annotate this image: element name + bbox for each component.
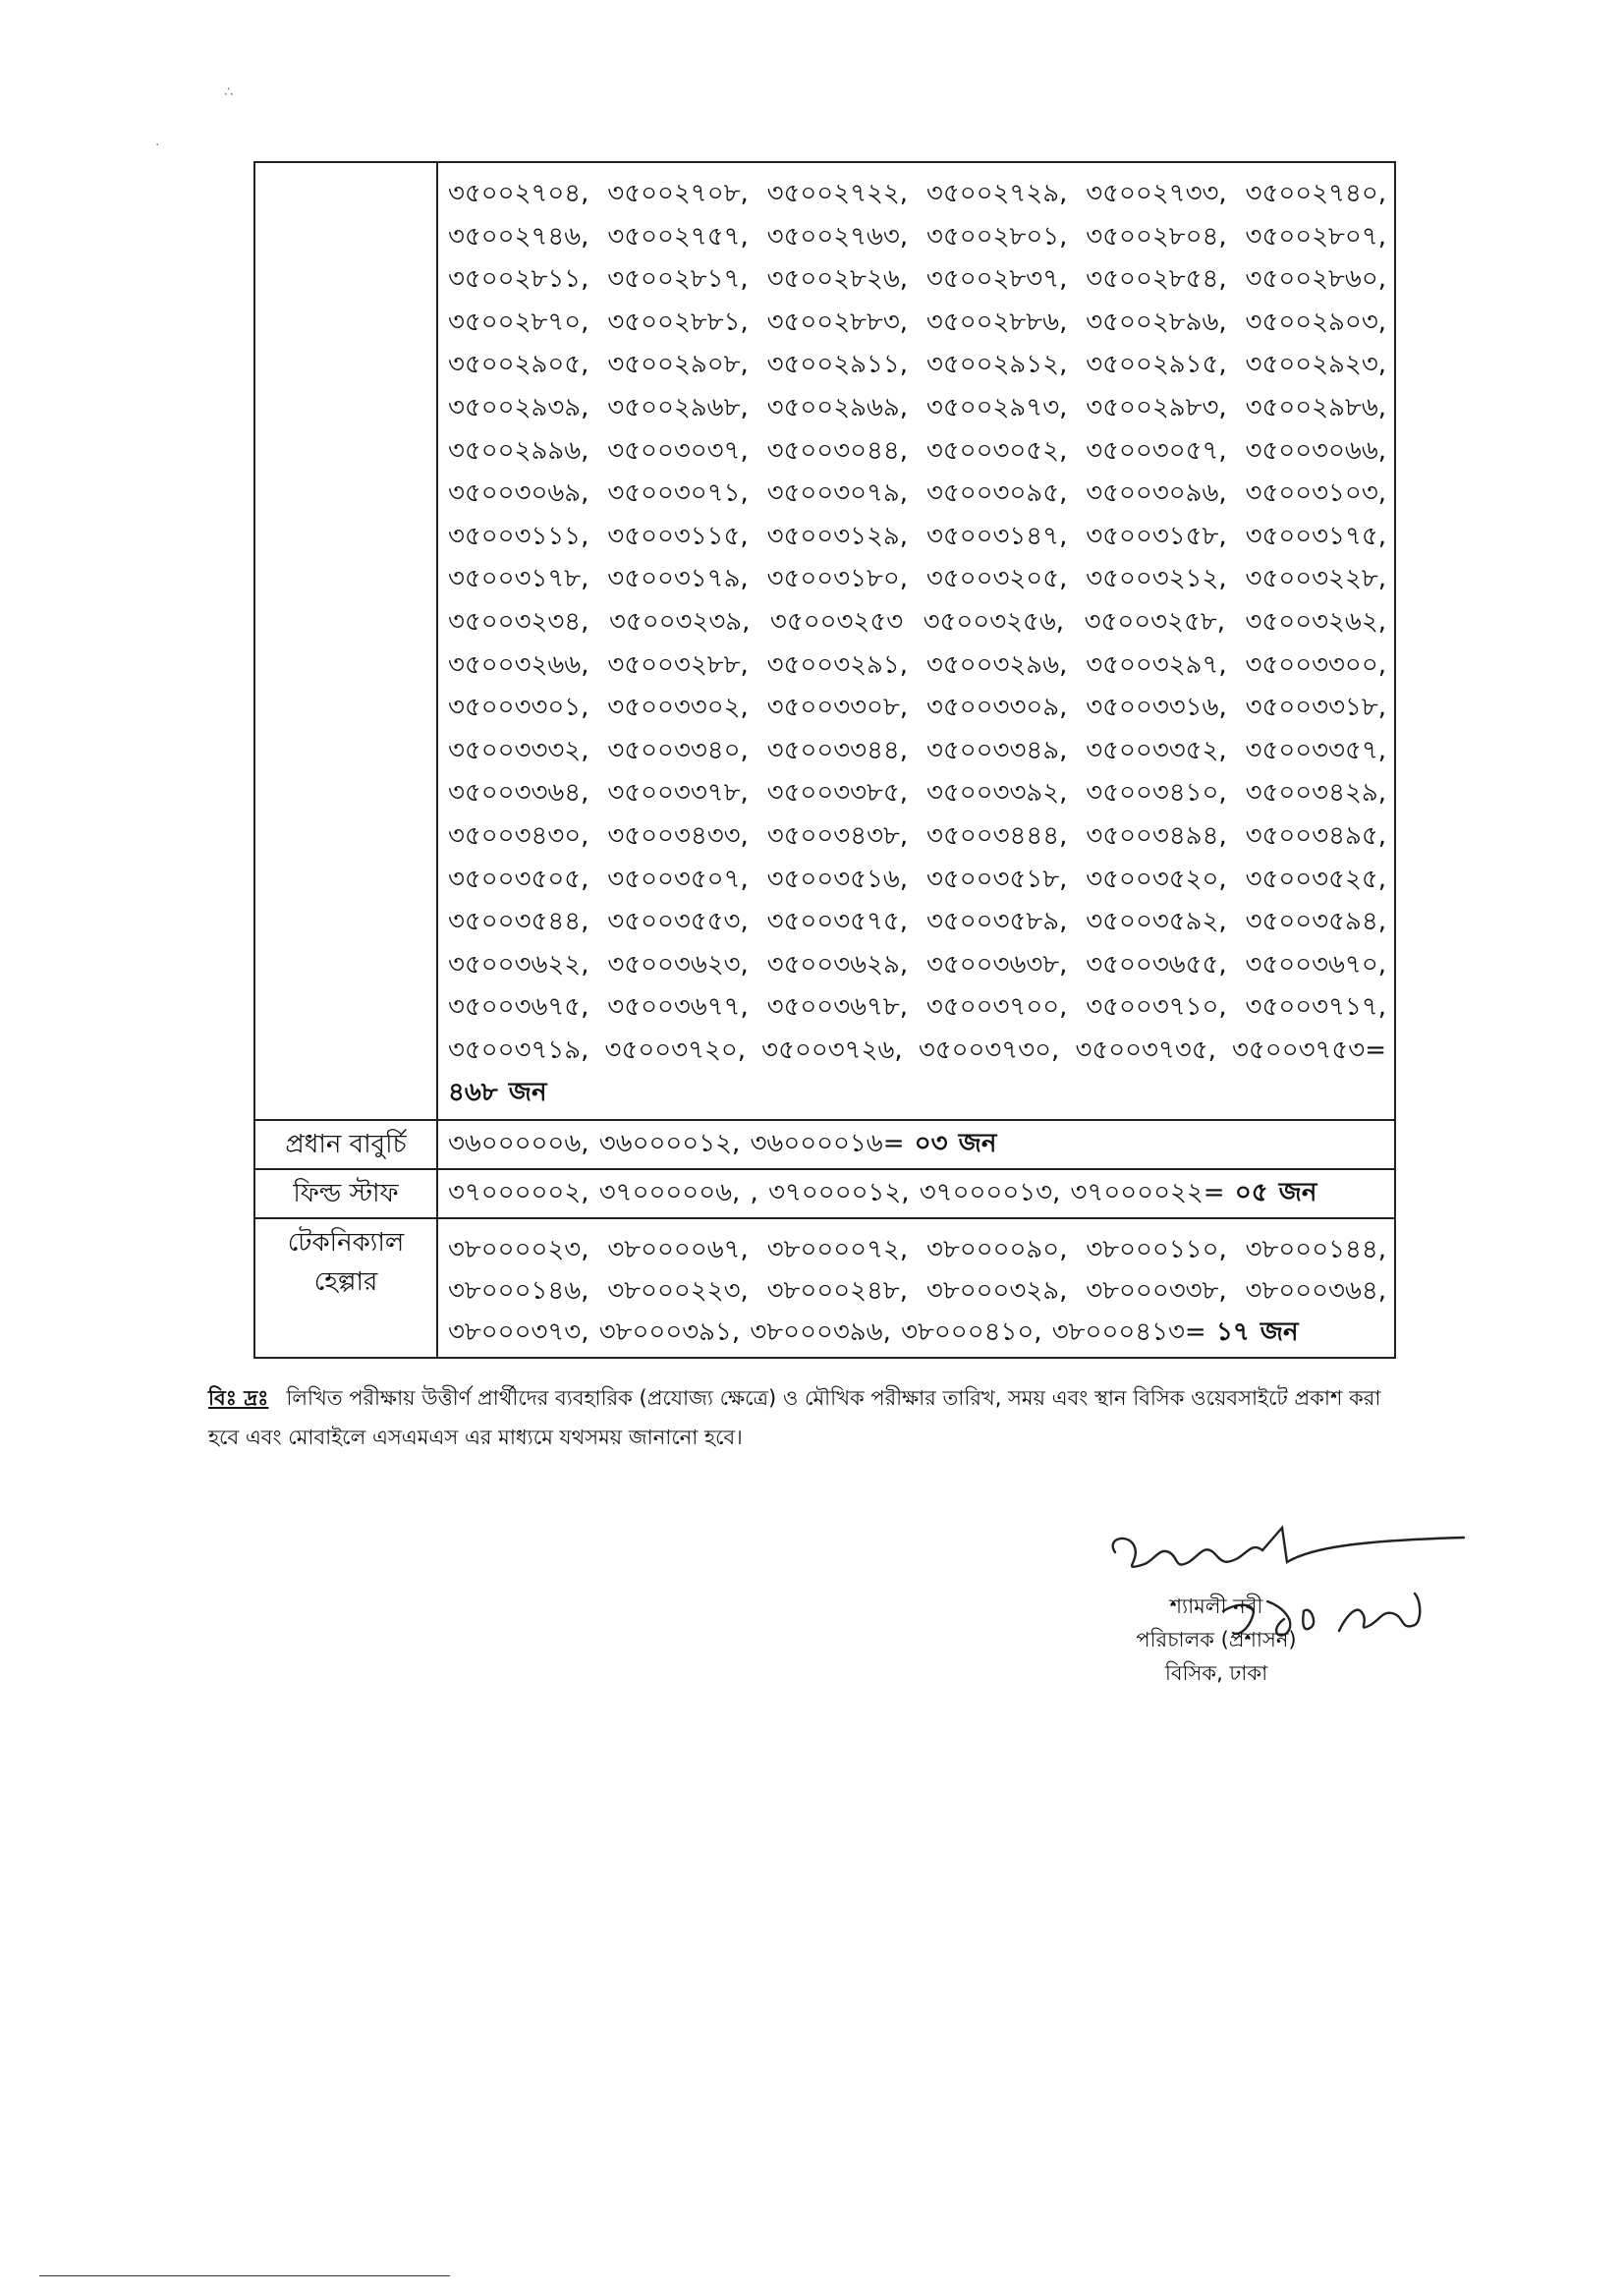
- post-cell: ফিল্ড স্টাফ: [254, 1169, 437, 1218]
- total-count: ০৫ জন: [1234, 1178, 1317, 1208]
- ids-cell: [437, 162, 1395, 1120]
- post-cell: প্রধান বাবুর্চি: [254, 1120, 437, 1169]
- signatory-block: [1108, 1590, 1324, 1690]
- post-cell: [254, 162, 437, 1120]
- signatory-office: বিসিক, ঢাকা: [1164, 1661, 1268, 1685]
- roll-list: ৩৫০০২৭০৪, ৩৫০০২৭০৮, ৩৫০০২৭২২, ৩৫০০২৭২৯, ৩৫০০২৭৩৩, ৩৫০০২৭৪০, ৩৫০০২৭৪৬, ৩৫০০২৭৫৭, ৩৫০০২৭৬৩, ৩৫০০২৮০১, ৩৫০০২৮০৪, ৩৫০০২৮০৭, ৩৫০০২৮১১, ৩৫০০২৮১৭, ৩৫০০২৮২৬, ৩৫০০২৮৩৭, ৩৫০০২৮৫৪, ৩৫০০২৮৬০, ৩৫০০২৮৭০, ৩৫০০২৮৮১, ৩৫০০২৮৮৩, ৩৫০০২৮৮৬, ৩৫০০২৮৯৬, ৩৫০০২৯০৩, ৩৫০০২৯০৫, ৩৫০০২৯০৮, ৩৫০০২৯১১, ৩৫০০২৯১২, ৩৫০০২৯১৫, ৩৫০০২৯২৩, ৩৫০০২৯৩৯, ৩৫০০২৯৬৮, ৩৫০০২৯৬৯, ৩৫০০২৯৭৩, ৩৫০০২৯৮৩, ৩৫০০২৯৮৬, ৩৫০০২৯৯৬, ৩৫০০৩০৩৭, ৩৫০০৩০৪৪, ৩৫০০৩০৫২, ৩৫০০৩০৫৭, ৩৫০০৩০৬৬, ৩৫০০৩০৬৯, ৩৫০০৩০৭১, ৩৫০০৩০৭৯, ৩৫০০৩০৯৫, ৩৫০০৩০৯৬, ৩৫০০৩১০৩, ৩৫০০৩১১১, ৩৫০০৩১১৫, ৩৫০০৩১২৯, ৩৫০০৩১৪৭, ৩৫০০৩১৫৮, ৩৫০০৩১৭৫, ৩৫০০৩১৭৮, ৩৫০০৩১৭৯, ৩৫০০৩১৮০, ৩৫০০৩২০৫, ৩৫০০৩২১২, ৩৫০০৩২২৮, ৩৫০০৩২৩৪, ৩৫০০৩২৩৯, ৩৫০০৩২৫৩ ৩৫০০৩২৫৬, ৩৫০০৩২৫৮, ৩৫০০৩২৬২, ৩৫০০৩২৬৬, ৩৫০০৩২৮৮, ৩৫০০৩২৯১, ৩৫০০৩২৯৬, ৩৫০০৩২৯৭, ৩৫০০৩৩০০, ৩৫০০৩৩০১, ৩৫০০৩৩০২, ৩৫০০৩৩০৮, ৩৫০০৩৩০৯, ৩৫০০৩৩১৬, ৩৫০০৩৩১৮, ৩৫০০৩৩৩২, ৩৫০০৩৩৪০, ৩৫০০৩৩৪৪, ৩৫০০৩৩৪৯, ৩৫০০৩৩৫২, ৩৫০০৩৩৫৭, ৩৫০০৩৩৬৪, ৩৫০০৩৩৭৮, ৩৫০০৩৩৮৫, ৩৫০০৩৩৯২, ৩৫০০৩৪১০, ৩৫০০৩৪২৯, ৩৫০০৩৪৩০, ৩৫০০৩৪৩৩, ৩৫০০৩৪৩৮, ৩৫০০৩৪৪৪, ৩৫০০৩৪৯৪, ৩৫০০৩৪৯৫, ৩৫০০৩৫০৫, ৩৫০০৩৫০৭, ৩৫০০৩৫১৬, ৩৫০০৩৫১৮, ৩৫০০৩৫২০, ৩৫০০৩৫২৫, ৩৫০০৩৫৪৪, ৩৫০০৩৫৫৩, ৩৫০০৩৫৭৫, ৩৫০০৩৫৮৯, ৩৫০০৩৫৯২, ৩৫০০৩৫৯৪, ৩৫০০৩৬২২, ৩৫০০৩৬২৩, ৩৫০০৩৬২৯, ৩৫০০৩৬৩৮, ৩৫০০৩৬৫৫, ৩৫০০৩৬৭০, ৩৫০০৩৬৭৫, ৩৫০০৩৬৭৭, ৩৫০০৩৬৭৮, ৩৫০০৩৭০০, ৩৫০০৩৭১০, ৩৫০০৩৭১৭, ৩৫০০৩৭১৯, ৩৫০০৩৭২০, ৩৫০০৩৭২৬, ৩৫০০৩৭৩০, ৩৫০০৩৭৩৫, ৩৫০০৩৭৫৩=: [448, 179, 1386, 1065]
- note-text: লিখিত পরীক্ষায় উত্তীর্ণ প্রার্থীদের ব্যবহারিক (প্রযোজ্য ক্ষেত্রে) ও মৌখিক পরীক্ষার তারিখ, সময় এবং স্থান বিসিক ওয়েবসাইটে প্রকাশ করা হবে এবং মোবাইলে এসএমএস এর মাধ্যমে যথসময় জানানো হবে।: [208, 1386, 1381, 1449]
- roll-list: ৩৬০০০০০৬, ৩৬০০০০১২, ৩৬০০০০১৬=: [448, 1129, 905, 1159]
- ids-cell: [437, 1169, 1395, 1218]
- signatory-designation: পরিচালক (প্রশাসন): [1136, 1628, 1297, 1652]
- total-count: ১৭ জন: [1215, 1317, 1299, 1348]
- ids-cell: [437, 1120, 1395, 1169]
- results-table: [253, 161, 1396, 1359]
- table-row: [254, 1169, 1395, 1218]
- post-cell: টেকনিক্যাল হেল্পার: [254, 1218, 437, 1358]
- scan-speck: ·: [155, 138, 160, 153]
- scan-speck: ∴: [224, 84, 233, 100]
- footer-rule: [39, 2275, 450, 2276]
- table-row: [254, 1120, 1395, 1169]
- signatory-name: শ্যামলী নবী: [1169, 1595, 1263, 1618]
- total-count: ০৩ জন: [914, 1129, 997, 1159]
- roll-list: ৩৭০০০০০২, ৩৭০০০০০৬, , ৩৭০০০০১২, ৩৭০০০০১৩, ৩৭০০০০২২=: [448, 1178, 1225, 1208]
- notice-note: [208, 1378, 1407, 1457]
- roll-list: ৩৮০০০০২৩, ৩৮০০০০৬৭, ৩৮০০০০৭২, ৩৮০০০০৯০, ৩৮০০০১১০, ৩৮০০০১৪৪, ৩৮০০০১৪৬, ৩৮০০০২২৩, ৩৮০০০২৪৮, ৩৮০০০৩২৯, ৩৮০০০৩৩৮, ৩৮০০০৩৬৪, ৩৮০০০৩৭৩, ৩৮০০০৩৯১, ৩৮০০০৩৯৬, ৩৮০০০৪১০, ৩৮০০০৪১৩=: [448, 1235, 1386, 1348]
- table-row: [254, 1218, 1395, 1358]
- note-label: বিঃ দ্রঃ: [208, 1386, 269, 1410]
- ids-cell: [437, 1218, 1395, 1358]
- total-count: ৪৬৮ জন: [448, 1078, 547, 1108]
- table-row: [254, 162, 1395, 1120]
